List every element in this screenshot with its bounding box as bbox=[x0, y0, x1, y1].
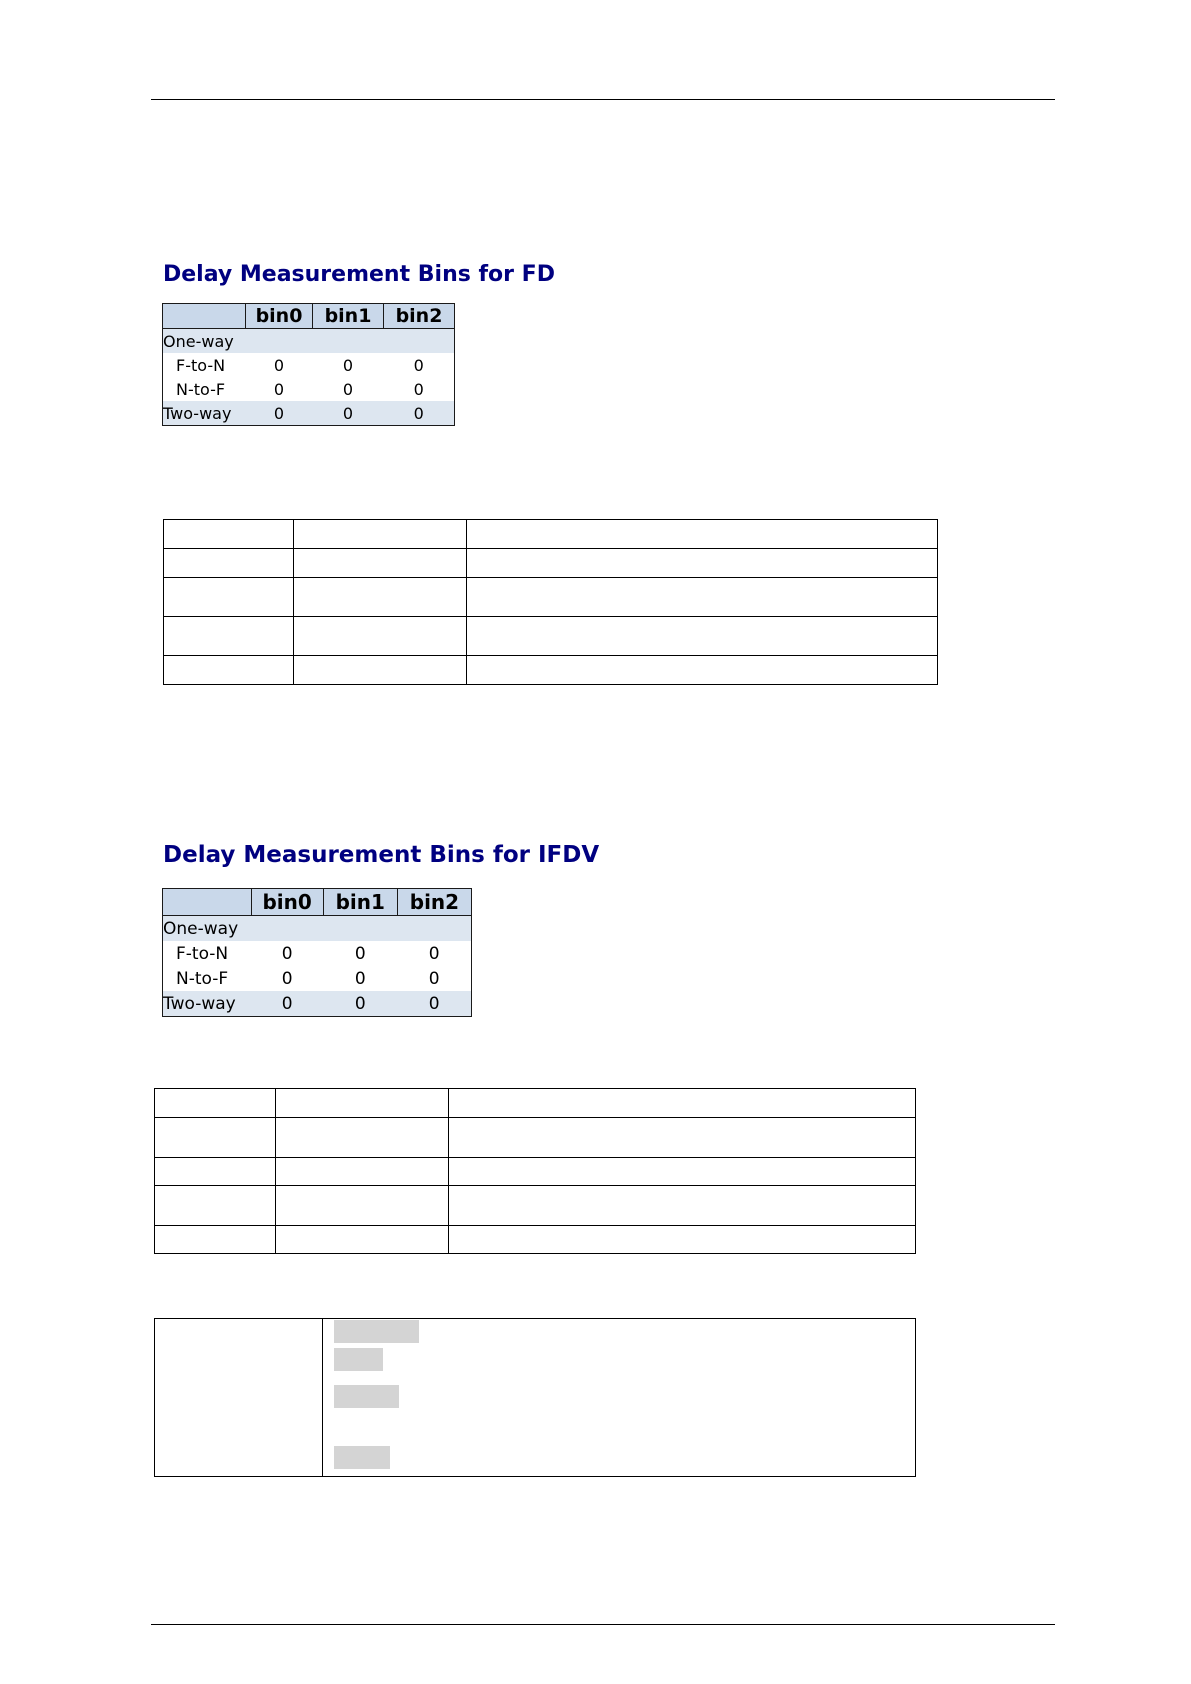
table-row bbox=[155, 1089, 916, 1118]
table-cell bbox=[467, 520, 938, 549]
table-row bbox=[164, 656, 938, 685]
fd-row-label: Two-way bbox=[163, 401, 246, 426]
table-cell bbox=[164, 520, 294, 549]
table-cell bbox=[467, 549, 938, 578]
table-cell bbox=[294, 656, 467, 685]
table-cell bbox=[276, 1118, 449, 1158]
ifdv-header-bin0: bin0 bbox=[251, 889, 323, 916]
ifdv-section-title: Delay Measurement Bins for IFDV bbox=[163, 842, 600, 868]
table-cell bbox=[294, 549, 467, 578]
ifdv-row-label: F-to-N bbox=[176, 943, 229, 964]
table-cell bbox=[467, 656, 938, 685]
ifdv-row-n-to-f bbox=[163, 966, 472, 991]
table-cell bbox=[467, 617, 938, 656]
fd-row-label: One-way bbox=[163, 329, 246, 354]
ifdv-row-label: N-to-F bbox=[176, 968, 229, 989]
table-cell bbox=[276, 1089, 449, 1118]
fd-cell: 0 bbox=[413, 355, 424, 375]
buttons-table bbox=[154, 1318, 916, 1477]
table-cell bbox=[155, 1118, 276, 1158]
ifdv-bins-table bbox=[162, 888, 472, 1017]
fd-row-one-way bbox=[163, 329, 455, 354]
fd-cell bbox=[246, 329, 313, 354]
ifdv-cell: 0 bbox=[281, 968, 293, 989]
fd-header-bin1: bin1 bbox=[313, 304, 384, 329]
table-cell bbox=[294, 578, 467, 617]
fd-cell: 0 bbox=[342, 379, 354, 399]
ifdv-row-label: Two-way bbox=[163, 991, 252, 1017]
table-row bbox=[155, 1319, 916, 1477]
table-cell bbox=[449, 1089, 916, 1118]
table-row bbox=[164, 520, 938, 549]
ifdv-row-f-to-n bbox=[163, 941, 472, 966]
table-cell bbox=[467, 578, 938, 617]
ifdv-cell bbox=[251, 916, 323, 942]
highlight-block bbox=[334, 1320, 419, 1343]
fd-header-bin0: bin0 bbox=[246, 304, 313, 329]
fd-cell: 0 bbox=[273, 355, 285, 375]
ifdv-cell: 0 bbox=[323, 991, 397, 1017]
table-row bbox=[155, 1158, 916, 1186]
table-row bbox=[164, 617, 938, 656]
ifdv-description-table bbox=[154, 1088, 916, 1254]
table-cell bbox=[294, 520, 467, 549]
ifdv-cell: 0 bbox=[397, 991, 471, 1017]
table-cell bbox=[155, 1186, 276, 1226]
highlight-block bbox=[334, 1446, 390, 1469]
table-row bbox=[155, 1186, 916, 1226]
ifdv-row-two-way bbox=[163, 991, 472, 1017]
table-cell bbox=[164, 656, 294, 685]
table-cell bbox=[323, 1319, 916, 1477]
table-row bbox=[164, 578, 938, 617]
header-rule bbox=[151, 99, 1055, 100]
fd-cell: 0 bbox=[273, 379, 285, 399]
table-cell bbox=[449, 1158, 916, 1186]
fd-cell: 0 bbox=[246, 401, 313, 426]
table-cell bbox=[164, 578, 294, 617]
fd-row-two-way bbox=[163, 401, 455, 426]
highlight-block bbox=[334, 1385, 399, 1408]
fd-row-label: F-to-N bbox=[176, 355, 226, 375]
footer-rule bbox=[151, 1624, 1055, 1625]
table-row bbox=[155, 1118, 916, 1158]
table-row bbox=[164, 549, 938, 578]
table-cell bbox=[155, 1158, 276, 1186]
ifdv-cell: 0 bbox=[428, 943, 440, 964]
highlight-block bbox=[334, 1348, 383, 1371]
table-cell bbox=[449, 1226, 916, 1254]
table-cell bbox=[449, 1118, 916, 1158]
table-cell bbox=[164, 617, 294, 656]
table-cell bbox=[276, 1158, 449, 1186]
fd-cell: 0 bbox=[413, 379, 424, 399]
fd-cell: 0 bbox=[342, 355, 354, 375]
fd-header-corner bbox=[163, 304, 246, 329]
table-row bbox=[155, 1226, 916, 1254]
fd-header-row bbox=[163, 304, 455, 329]
fd-cell: 0 bbox=[313, 401, 384, 426]
ifdv-header-row bbox=[163, 889, 472, 916]
fd-cell bbox=[384, 329, 455, 354]
fd-section-title: Delay Measurement Bins for FD bbox=[163, 262, 555, 287]
ifdv-row-one-way bbox=[163, 916, 472, 942]
fd-row-label: N-to-F bbox=[176, 379, 226, 399]
fd-cell: 0 bbox=[384, 401, 455, 426]
fd-bins-table bbox=[162, 303, 455, 426]
ifdv-cell: 0 bbox=[354, 943, 366, 964]
ifdv-cell bbox=[323, 916, 397, 942]
table-cell bbox=[155, 1319, 323, 1477]
fd-row-f-to-n bbox=[163, 353, 455, 377]
fd-header-bin2: bin2 bbox=[384, 304, 455, 329]
ifdv-header-corner bbox=[163, 889, 252, 916]
fd-row-n-to-f bbox=[163, 377, 455, 401]
fd-description-table bbox=[163, 519, 938, 685]
ifdv-header-bin1: bin1 bbox=[323, 889, 397, 916]
table-cell bbox=[155, 1089, 276, 1118]
ifdv-cell: 0 bbox=[281, 943, 293, 964]
fd-cell bbox=[313, 329, 384, 354]
table-cell bbox=[164, 549, 294, 578]
table-cell bbox=[276, 1186, 449, 1226]
ifdv-cell: 0 bbox=[251, 991, 323, 1017]
ifdv-cell: 0 bbox=[428, 968, 440, 989]
table-cell bbox=[155, 1226, 276, 1254]
table-cell bbox=[449, 1186, 916, 1226]
ifdv-header-bin2: bin2 bbox=[397, 889, 471, 916]
ifdv-cell: 0 bbox=[354, 968, 366, 989]
ifdv-cell bbox=[397, 916, 471, 942]
table-cell bbox=[276, 1226, 449, 1254]
ifdv-row-label: One-way bbox=[163, 916, 252, 942]
table-cell bbox=[294, 617, 467, 656]
